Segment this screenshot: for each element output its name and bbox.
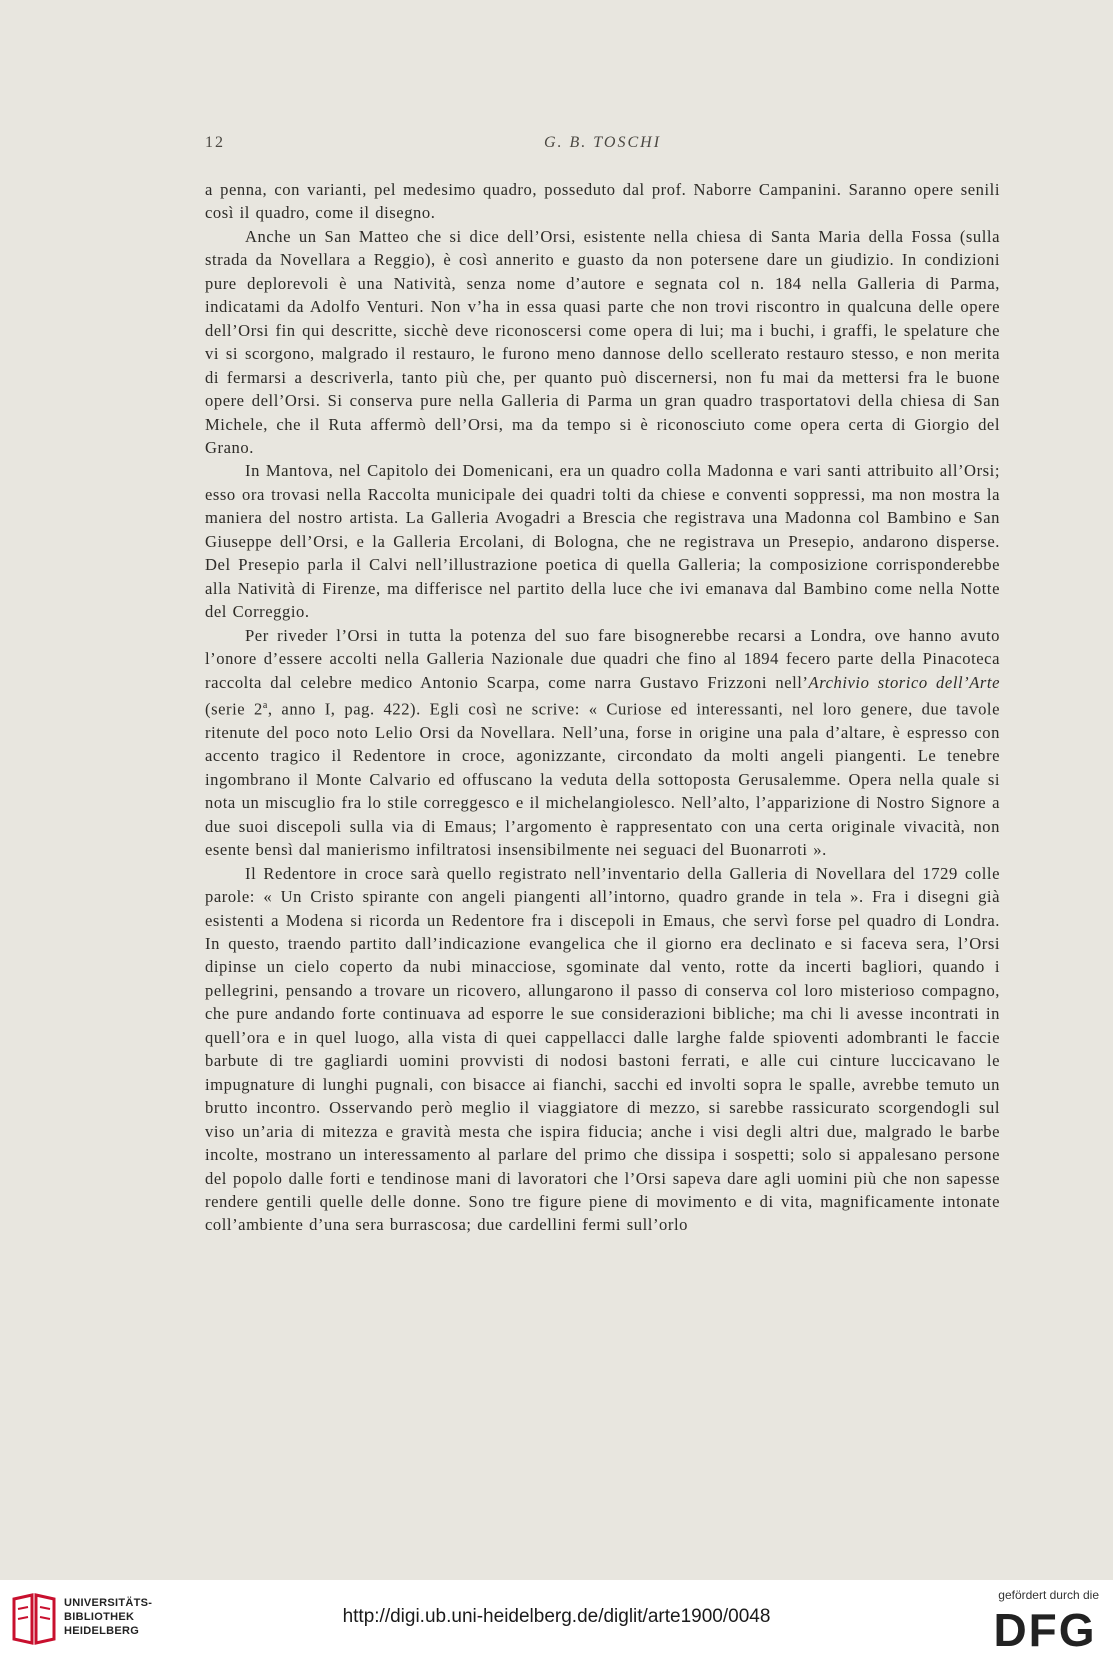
- dfg-logo-icon: [991, 1606, 1099, 1652]
- dfg-logo-text: DFG: [993, 1606, 1097, 1652]
- body-text: [205, 178, 1000, 1237]
- paragraph-5: Il Redentore in croce sarà quello registrato nell’inventario della Galleria di Novellara del 1729 colle parole: « Un Cristo spirante con angeli piangenti all’intorno, quadro grande in tela ». Fra i disegni già esistenti a Modena si ricorda un Redentore fra i discepoli in Emaus, che servì forse pel quadro di Londra. In questo, traendo partito dall’indicazione evangelica che il giorno era declinato e si faceva sera, l’Orsi dipinse un cielo coperto da nubi minacciose, sgominate dal vento, rotte da incerti bagliori, quando i pellegrini, pensando a trovare un ricovero, allungarono il passo di conserva col loro misterioso compagno, che pure andando forte continuava ad esporre le sue considerazioni bibliche; ma chi li avesse incontrati in quell’ora e in quel luogo, alla vista di quei cappellacci dalle larghe falde spioventi adombranti le faccie barbute di tre gagliardi uomini provvisti di nodosi bastoni ferrati, e alle cui cinture luccicavano le impugnature di lunghi pugnali, con bisacce ai fianchi, sacchi ed involti sopra le spalle, avrebbe temuto un brutto incontro. Osservando però meglio il viaggiatore di mezzo, si sarebbe rassicurato scorgendogli sul viso un’aria di mitezza e gravità mesta che ispira fiducia; anche i visi degli altri due, malgrado le barbe incolte, mostrano un interessamento al parlare del primo che dissipa i sospetti; solo si appalesano persone del popolo dalle forti e tendinose mani di lavoratori che l’Orsi sapeva dare agli uomini più che non sapesse rendere gentili quelle delle donne. Sono tre figure piene di movimento e di vita, magnificamente intonate coll’ambiente d’una sera burrascosa; due cardellini fermi sull’orlo: [205, 863, 1000, 1235]
- permalink-url[interactable]: http://digi.ub.uni-heidelberg.de/diglit/arte1900/0048: [342, 1606, 771, 1627]
- running-title: G. B. TOSCHI: [543, 134, 662, 151]
- paragraph-4-text-a: Per riveder l’Orsi in tutta la potenza del suo fare bisognerebbe recarsi a Londra, ove hanno avuto l’onore d’essere accolti nella Galleria Nazionale due quadri che fino al 1894 fecero parte della Pinacoteca raccolta dal celebre medico Antonio Scarpa, come narra Gustavo Frizzoni nell’: [205, 625, 1000, 692]
- paragraph-4-text-c: , anno I, pag. 422). Egli così ne scrive: « Curiose ed interessanti, nel loro genere, due tavole ritenute del poco noto Lelio Orsi da Novellara. Nell’una, forse in origine una pala d’altare, è espresso con accento tragico il Redentore in croce, agonizzante, circondato da molti angeli piangenti. Le tenebre ingombrano il Monte Calvario ed offuscano la veduta della sottoposta Gerusalemme. Opera nella quale si nota un miscuglio fra lo stile correggesco e il michelangiolesco. Nell’alto, l’apparizione di Nostro Signore a due suoi discepoli sulla via di Emaus; l’argomento è rappresentato con una certa originale vivacità, non esente bensì dal manierismo infiltratosi insensibilmente nei seguaci del Buonarroti ».: [205, 699, 1000, 860]
- funder-label: gefördert durch die: [998, 1588, 1099, 1602]
- page-number: 12: [205, 134, 225, 151]
- paragraph-1: a penna, con varianti, pel medesimo quadro, posseduto dal prof. Naborre Campanini. Saranno opere senili così il quadro, come il disegno.: [205, 180, 1000, 223]
- paragraph-2: Anche un San Matteo che si dice dell’Orsi, esistente nella chiesa di Santa Maria della Fossa (sulla strada da Novellara a Reggio), è così annerito e guasto da non potersene dare un giudizio. In condizioni pure deplorevoli è una Natività, senza nome d’autore e segnata col n. 184 nella Galleria di Parma, indicatami da Adolfo Venturi. Non v’ha in essa quasi parte che non trovi riscontro in qualcuna delle opere dell’Orsi fin qui descritte, sicchè deve riconoscersi come opera di lui; ma i buchi, i graffi, le spelature che vi si scorgono, malgrado il restauro, le furono meno dannose dello scellerato restauro stesso, e non merita di fermarsi a descriverla, tanto più che, per quanto può discernersi, non fu mai da mettersi fra le buone opere dell’Orsi. Si conserva pure nella Galleria di Parma un gran quadro trasportatovi della chiesa di San Michele, che il Ruta affermò dell’Orsi, ma da tempo si è riconosciuto come opera certa di Giorgio del Grano.: [205, 226, 1000, 457]
- funder-block[interactable]: [969, 1588, 1099, 1652]
- library-name-line-1: UNIVERSITÄTS-: [64, 1597, 153, 1609]
- paragraph-3: In Mantova, nel Capitolo dei Domenicani, era un quadro colla Madonna e vari santi attribuito all’Orsi; esso ora trovasi nella Raccolta municipale dei quadri tolti da chiese e conventi soppressi, ma non mostra la maniera del nostro artista. La Galleria Avogadri a Brescia che registrava una Madonna col Bambino e San Giuseppe dell’Orsi, e la Galleria Ercolani, di Bologna, che ne registrava un Presepio, andarono disperse. Del Presepio parla il Calvi nell’illustrazione poetica di quella Galleria; la composizione corrisponderebbe alla Natività di Firenze, ma differisce nel partito della luce che ivi emanava dal Bambino come nella Notte del Correggio.: [205, 461, 1000, 622]
- paragraph-4-text-b: (serie 2: [205, 699, 263, 719]
- journal-title: Archivio storico dell’Arte: [808, 672, 1000, 692]
- series-superscript: a: [262, 699, 268, 711]
- library-name-line-2: BIBLIOTHEK: [64, 1611, 135, 1623]
- running-header: [205, 134, 1000, 158]
- paragraph-4: [205, 624, 1000, 862]
- library-name-line-3: HEIDELBERG: [64, 1625, 140, 1637]
- digitization-footer: [0, 1580, 1113, 1660]
